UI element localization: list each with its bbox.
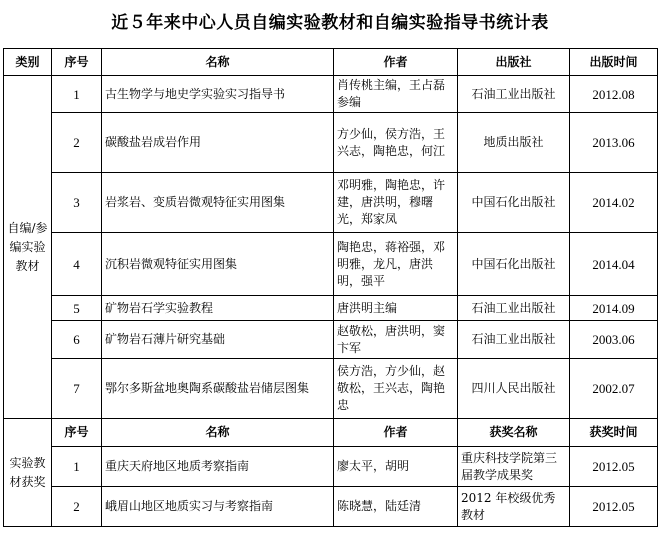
row-date: 2012.05 xyxy=(570,447,658,487)
table-row xyxy=(4,359,658,419)
table-row xyxy=(4,113,658,173)
row-no: 1 xyxy=(52,76,102,113)
row-name: 碳酸盐岩成岩作用 xyxy=(102,113,334,173)
row-name: 岩浆岩、变质岩微观特征实用图集 xyxy=(102,173,334,233)
row-date: 2012.05 xyxy=(570,487,658,527)
row-author: 方少仙，侯方浩，王兴志，陶艳忠，何江 xyxy=(334,113,458,173)
row-name: 重庆天府地区地质考察指南 xyxy=(102,447,334,487)
row-date: 2002.07 xyxy=(570,359,658,419)
row-author: 肖传桃主编，王占磊参编 xyxy=(334,76,458,113)
table-row xyxy=(4,487,658,527)
row-name: 矿物岩石薄片研究基础 xyxy=(102,321,334,359)
row-author: 唐洪明主编 xyxy=(334,296,458,321)
row-publisher: 地质出版社 xyxy=(458,113,570,173)
header-row-2 xyxy=(4,419,658,447)
header2-no: 序号 xyxy=(52,419,102,447)
row-no: 2 xyxy=(52,487,102,527)
row-no: 5 xyxy=(52,296,102,321)
table-row xyxy=(4,447,658,487)
row-author: 陶艳忠，蒋裕强，邓明雅，龙凡，唐洪明，强平 xyxy=(334,233,458,296)
row-name: 鄂尔多斯盆地奥陶系碳酸盐岩储层图集 xyxy=(102,359,334,419)
row-publisher: 石油工业出版社 xyxy=(458,76,570,113)
header2-author: 作者 xyxy=(334,419,458,447)
row-publisher: 石油工业出版社 xyxy=(458,321,570,359)
row-name: 矿物岩石学实验教程 xyxy=(102,296,334,321)
header-category: 类别 xyxy=(4,49,52,76)
row-date: 2003.06 xyxy=(570,321,658,359)
row-author: 廖太平，胡明 xyxy=(334,447,458,487)
row-date: 2013.06 xyxy=(570,113,658,173)
header-author: 作者 xyxy=(334,49,458,76)
statistics-table xyxy=(3,48,658,527)
row-author: 侯方浩，方少仙，赵敬松，王兴志，陶艳忠 xyxy=(334,359,458,419)
row-no: 2 xyxy=(52,113,102,173)
header2-name: 名称 xyxy=(102,419,334,447)
row-name: 沉积岩微观特征实用图集 xyxy=(102,233,334,296)
row-date: 2014.09 xyxy=(570,296,658,321)
header-name: 名称 xyxy=(102,49,334,76)
header2-award: 获奖名称 xyxy=(458,419,570,447)
row-publisher: 石油工业出版社 xyxy=(458,296,570,321)
row-no: 7 xyxy=(52,359,102,419)
row-date: 2012.08 xyxy=(570,76,658,113)
row-no: 1 xyxy=(52,447,102,487)
row-no: 3 xyxy=(52,173,102,233)
row-publisher: 四川人民出版社 xyxy=(458,359,570,419)
row-award: 重庆科技学院第三届教学成果奖 xyxy=(458,447,570,487)
row-author: 赵敬松，唐洪明，窦卞军 xyxy=(334,321,458,359)
header-date: 出版时间 xyxy=(570,49,658,76)
page-title: 近５年来中心人员自编实验教材和自编实验指导书统计表 xyxy=(111,13,549,33)
row-author: 邓明雅，陶艳忠，许建，唐洪明，穆曙光，郑家凤 xyxy=(334,173,458,233)
row-author: 陈晓慧，陆廷清 xyxy=(334,487,458,527)
table-row xyxy=(4,173,658,233)
table-row xyxy=(4,296,658,321)
row-no: 4 xyxy=(52,233,102,296)
section2-category: 实验教材获奖 xyxy=(4,419,52,527)
row-name: 峨眉山地区地质实习与考察指南 xyxy=(102,487,334,527)
row-publisher: 中国石化出版社 xyxy=(458,173,570,233)
header-no: 序号 xyxy=(52,49,102,76)
row-no: 6 xyxy=(52,321,102,359)
header-row xyxy=(4,49,658,76)
row-publisher: 中国石化出版社 xyxy=(458,233,570,296)
section1-category: 自编/参编实验教材 xyxy=(4,76,52,419)
row-award: 2012 年校级优秀教材 xyxy=(458,487,570,527)
table-row xyxy=(4,233,658,296)
table-row xyxy=(4,321,658,359)
row-date: 2014.04 xyxy=(570,233,658,296)
header-publisher: 出版社 xyxy=(458,49,570,76)
table-row xyxy=(4,76,658,113)
row-date: 2014.02 xyxy=(570,173,658,233)
header2-date: 获奖时间 xyxy=(570,419,658,447)
row-name: 古生物学与地史学实验实习指导书 xyxy=(102,76,334,113)
